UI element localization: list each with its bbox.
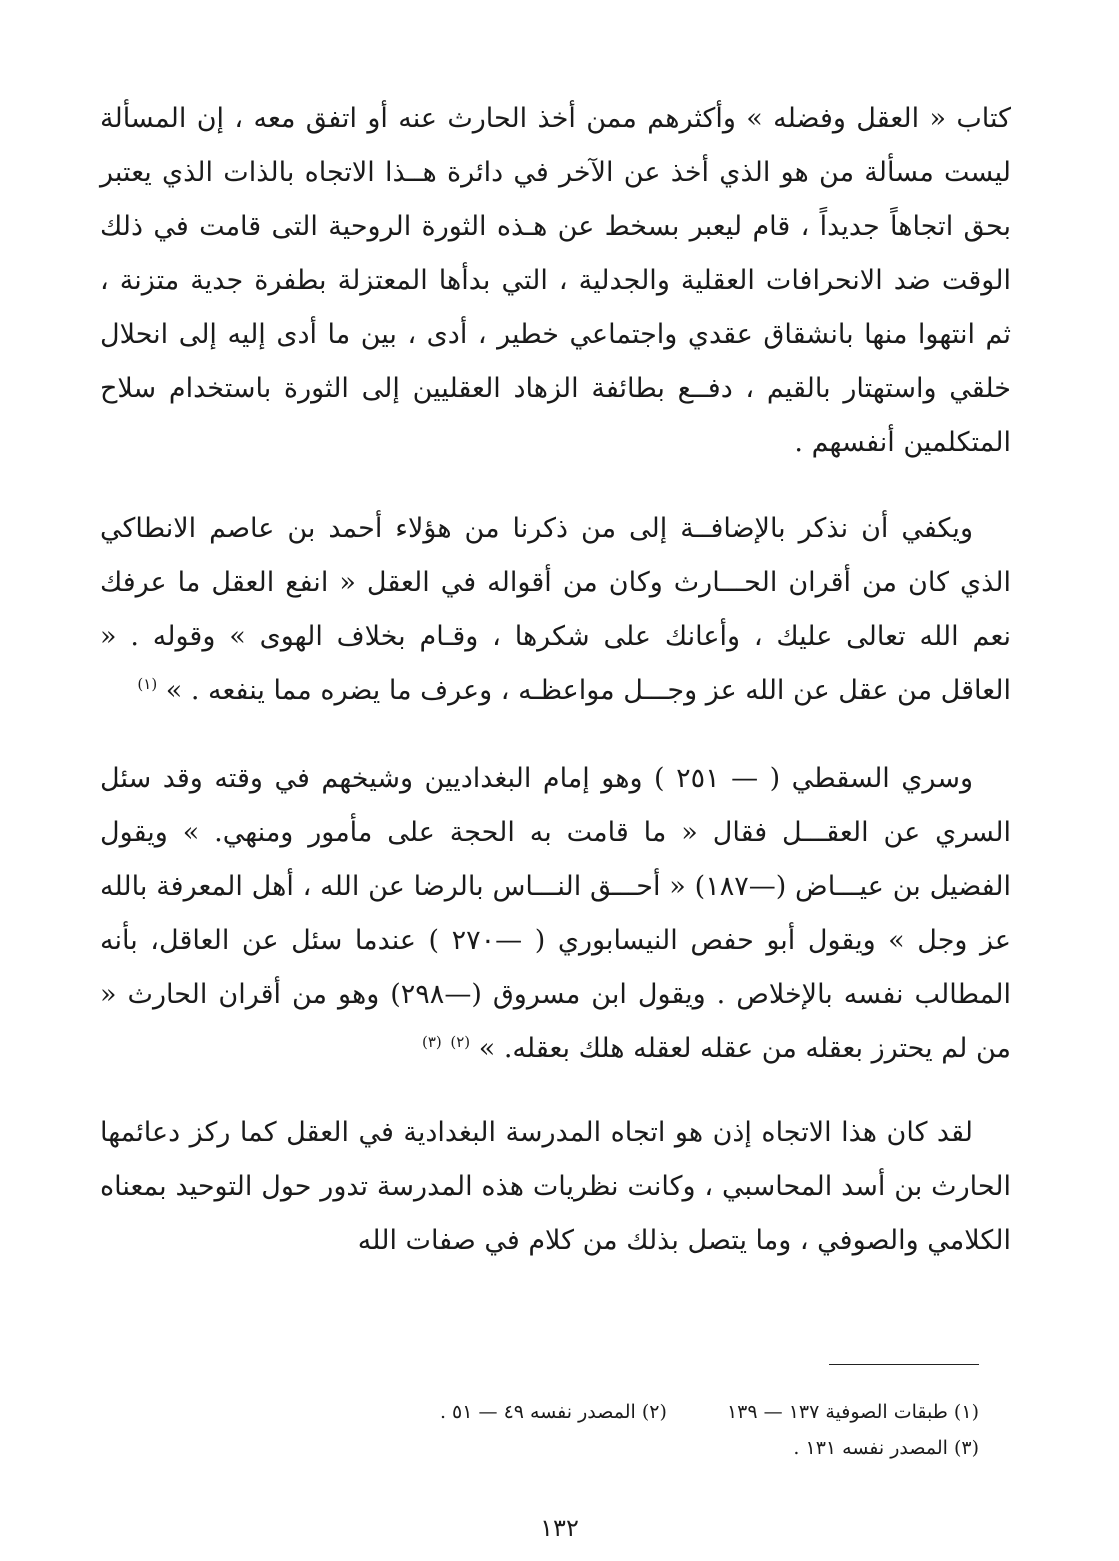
page-number: ١٣٢ — [540, 1514, 579, 1542]
paragraph-2-text: ويكفي أن نذكر بالإضافــة إلى من ذكرنا من هؤلاء أحمد بن عاصم الانطاكي الذي كان من أقران الحـــارث وكان من أقواله في العقل « انفع العقل ما عرفك نعم الله تعالى عليك ، وأعانك على شكرها ، وقـام بخلاف الهوى » وقوله . « العاقل من عقل عن الله عز وجـــل مواعظـه ، وعرف ما يضره مما ينفعه . » — [100, 513, 1011, 706]
footnote-row-2 — [219, 1430, 979, 1466]
footnote-marker-2: (٢) — [450, 1033, 471, 1051]
paragraph-3-text: وسري السقطي ( — ٢٥١ ) وهو إمام البغداديين وشيخهم في وقته وقد سئل السري عن العقـــل فقال « ما قامت به الحجة على مأمور ومنهي. » ويقول الفضيل بن عيـــاض (—١٨٧) « أحـــق النـــاس بالرضا عن الله ، أهل المعرفة بالله عز وجل » ويقول أبو حفص النيسابوري ( —٢٧٠ ) عندما سئل عن العاقل، بأنه المطالب نفسه بالإخلاص . ويقول ابن مسروق (—٢٩٨) وهو من أقران الحارث « من لم يحترز بعقله من عقله لعقله هلك بعقله. » — [100, 763, 1012, 1064]
footnote-3: (٣) المصدر نفسه ١٣١ . — [793, 1437, 979, 1459]
footnote-marker-3: (٣) — [421, 1033, 442, 1051]
paragraph-3 — [100, 752, 1011, 1076]
paragraph-4-text: لقد كان هذا الاتجاه إذن هو اتجاه المدرسة البغدادية في العقل كما ركز دعائمها الحارث بن أسد المحاسبي ، وكانت نظريات هذه المدرسة تدور حول التوحيد بمعناه الكلامي والصوفي ، وما يتصل بذلك من كلام في صفات الله — [100, 1117, 1011, 1256]
footnote-row-1 — [219, 1394, 979, 1430]
footnote-2: (٢) المصدر نفسه ٤٩ — ٥١ . — [439, 1401, 667, 1423]
paragraph-4 — [100, 1106, 1011, 1268]
paragraph-2 — [100, 502, 1011, 718]
footnote-marker-1: (١) — [137, 675, 158, 693]
footnotes — [219, 1394, 979, 1466]
footnote-1: (١) طبقات الصوفية ١٣٧ — ١٣٩ — [726, 1401, 979, 1423]
paragraph-1-text: كتاب « العقل وفضله » وأكثرهم ممن أخذ الحارث عنه أو اتفق معه ، إن المسألة ليست مسألة من هو الذي أخذ عن الآخر في دائرة هــذا الاتجاه بالذات الذي يعتبر بحق اتجاهاً جديداً ، قام ليعبر بسخط عن هـذه الثورة الروحية التى قامت في ذلك الوقت ضد الانحرافات العقلية والجدلية ، التي بدأها المعتزلة بطفرة جدية متزنة ، ثم انتهوا منها بانشقاق عقدي واجتماعي خطير ، أدى ، بين ما أدى إليه إلى انحلال خلقي واستهتار بالقيم ، دفــع بطائفة الزهاد العقليين إلى الثورة باستخدام سلاح المتكلمين أنفسهم . — [100, 103, 1011, 458]
footnote-divider — [829, 1364, 979, 1365]
paragraph-1 — [100, 92, 1011, 470]
